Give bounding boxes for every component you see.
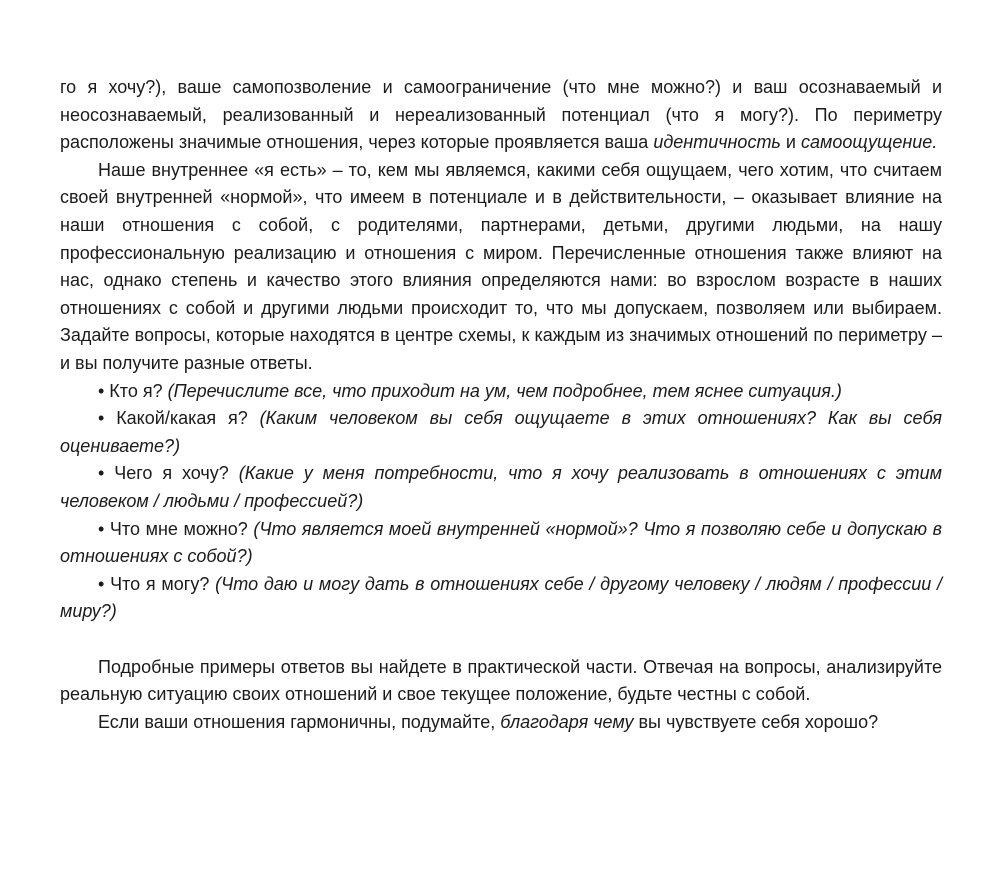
bullet-what-can-i-do: • Что я могу? (Что даю и могу дать в отношениях себе / другому человеку / людям / профессии / миру?) (60, 573, 942, 622)
emphasis-self-feeling: самоощущение. (800, 132, 938, 153)
bullet-what-am-i-like: • Какой/какая я? (Каким человеком вы себя ощущаете в этих отношениях? Как вы себя оцениваете?) (60, 408, 942, 456)
bullet-what-do-i-want: • Чего я хочу? (Какие у меня потребности, что я хочу реализовать в отношениях с этим человеком / людьми / профессией?) (60, 463, 943, 511)
bullet-who-am-i: • Кто я? (Перечислите все, что приходит на ум, чем подробнее, тем яснее ситуация.) (98, 380, 842, 401)
paragraph-examples: Подробные примеры ответов вы найдете в практической части. Отвечая на вопросы, анализируйте реальную ситуацию своих отношений и свое текущее положение, будьте честны с собой. (60, 656, 942, 705)
paragraph-gap (60, 626, 942, 654)
paragraph-inner-self: Наше внутреннее «я есть» – то, кем мы являемся, какими себя ощущаем, чего хотим, что считаем своей внутренней «нормой», что имеем в потенциале и в действительности, – оказывает влияние на наши отношения с собой, с родителями, партнерами, детьми, другими людьми, на нашу профессиональную реализацию и отношения с миром. Перечисленные отношения также влияют на нас, однако степень и качество этого влияния определяются нами: во взрослом возрасте в наших отношениях с собой и другими людьми происходит то, что мы допускаем, позволяем или выбираем. Задайте вопросы, которые находятся в центре схемы, к каждым из значимых отношений по периметру – и вы получите разные ответы. (60, 159, 942, 373)
bullet-what-am-i-allowed: • Что мне можно? (Что является моей внутренней «нормой»? Что я позволяю себе и допускаю в отношениях с собой?) (60, 518, 942, 567)
paragraph-intro: го я хочу?), ваше самопозволение и самоограничение (что мне можно?) и ваш осознаваемый и неосознаваемый, реализованный и нереализованный потенциал (что я могу?). По периметру расположены значимые отношения, через которые проявляется ваша идентичность и самоощущение. (60, 77, 942, 153)
document-page (60, 74, 942, 737)
emphasis-identity: идентичность (653, 132, 781, 153)
paragraph-harmony: Если ваши отношения гармоничны, подумайте, благодаря чему вы чувствуете себя хорошо? (98, 712, 879, 733)
emphasis-thanks-to-what: благодаря чему (500, 712, 634, 733)
